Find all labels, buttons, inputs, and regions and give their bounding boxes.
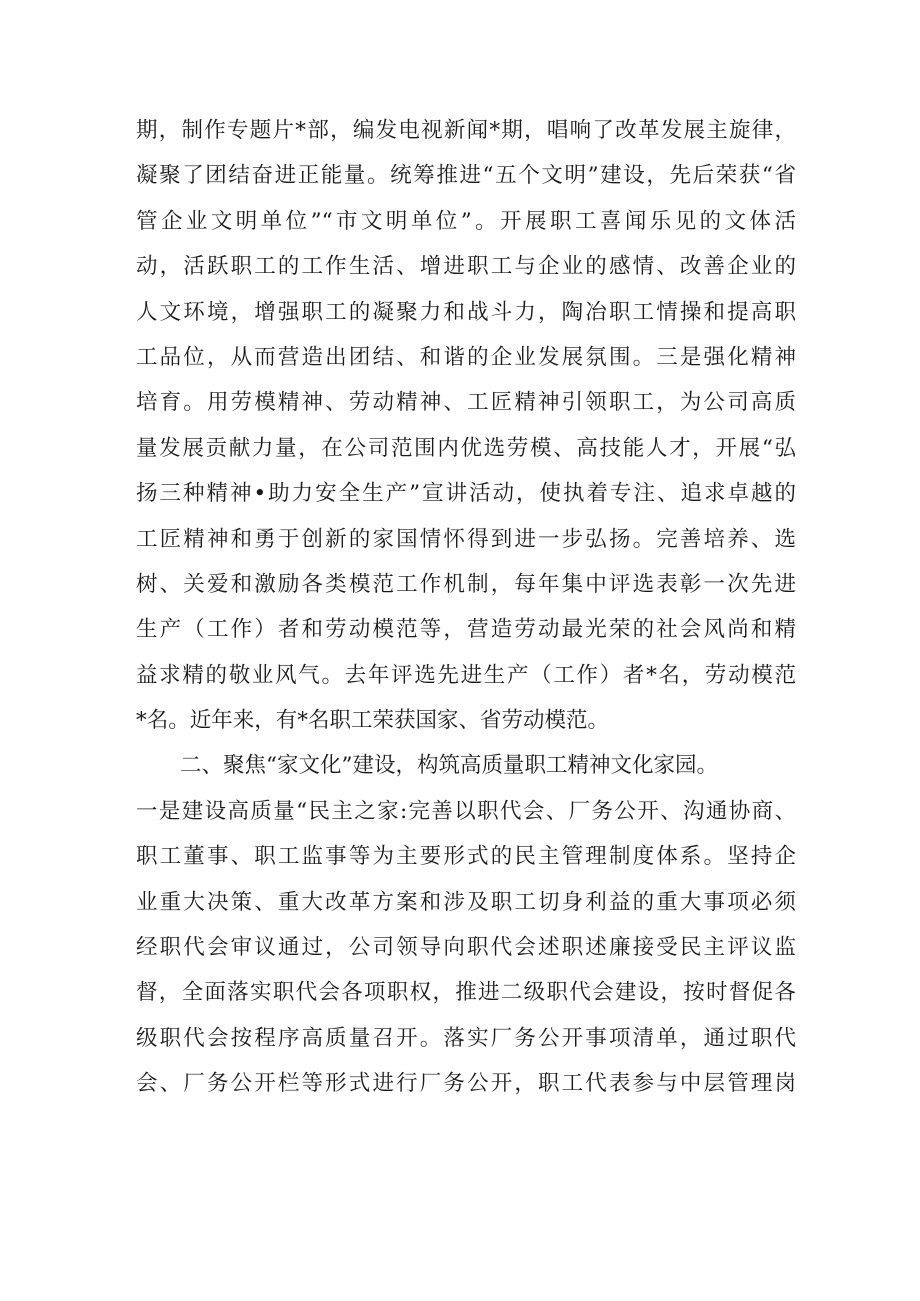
- text-line: 扬三种精神•助力安全生产”宣讲活动，使执着专注、追求卓越的: [136, 481, 796, 507]
- text-line: 级职代会按程序高质量召开。落实厂务公开事项清单，通过职代: [136, 1025, 796, 1051]
- text-line: 人文环境，增强职工的凝聚力和战斗力，陶冶职工情操和提高职: [136, 299, 796, 325]
- text-line: 一是建设高质量“民主之家:完善以职代会、厂务公开、沟通协商、: [136, 798, 796, 824]
- text-line: 业重大决策、重大改革方案和涉及职工切身利益的重大事项必须: [136, 889, 796, 915]
- text-line: 会、厂务公开栏等形式进行厂务公开，职工代表参与中层管理岗: [136, 1071, 796, 1097]
- text-line: 生产（工作）者和劳动模范等，营造劳动最光荣的社会风尚和精: [136, 617, 796, 643]
- text-line: 培育。用劳模精神、劳动精神、工匠精神引领职工，为公司高质: [136, 390, 796, 416]
- text-line: 益求精的敬业风气。去年评选先进生产（工作）者*名，劳动模范: [136, 662, 796, 688]
- text-line: 凝聚了团结奋进正能量。统筹推进“五个文明”建设，先后荣获“省: [136, 163, 796, 189]
- text-line: *名。近年来，有*名职工荣获国家、省劳动模范。: [136, 708, 610, 734]
- text-line: 工匠精神和勇于创新的家国情怀得到进一步弘扬。完善培养、选: [136, 526, 796, 552]
- text-line: 树、关爱和激励各类模范工作机制，每年集中评选表彰一次先进: [136, 571, 796, 597]
- text-line: 工品位，从而营造出团结、和谐的企业发展氛围。三是强化精神: [136, 344, 796, 370]
- text-line: 量发展贡献力量，在公司范围内优选劳模、高技能人才，开展“弘: [136, 435, 796, 461]
- text-line: 动，活跃职工的工作生活、增进职工与企业的感情、改善企业的: [136, 254, 796, 280]
- text-line: 期，制作专题片*部，编发电视新闻*期，唱响了改革发展主旋律，: [136, 118, 796, 143]
- text-line: 管企业文明单位”“市文明单位”。开展职工喜闻乐见的文体活: [136, 208, 796, 234]
- text-line: 职工董事、职工监事等为主要形式的民主管理制度体系。坚持企: [136, 844, 796, 870]
- text-line: 督，全面落实职代会各项职权，推进二级职代会建设，按时督促各: [136, 980, 796, 1006]
- body-text: [136, 108, 796, 1107]
- section-heading: 二、聚焦“家文化”建设，构筑高质量职工精神文化家园。: [180, 753, 718, 779]
- text-line: 经职代会审议通过，公司领导向职代会述职述廉接受民主评议监: [136, 935, 796, 961]
